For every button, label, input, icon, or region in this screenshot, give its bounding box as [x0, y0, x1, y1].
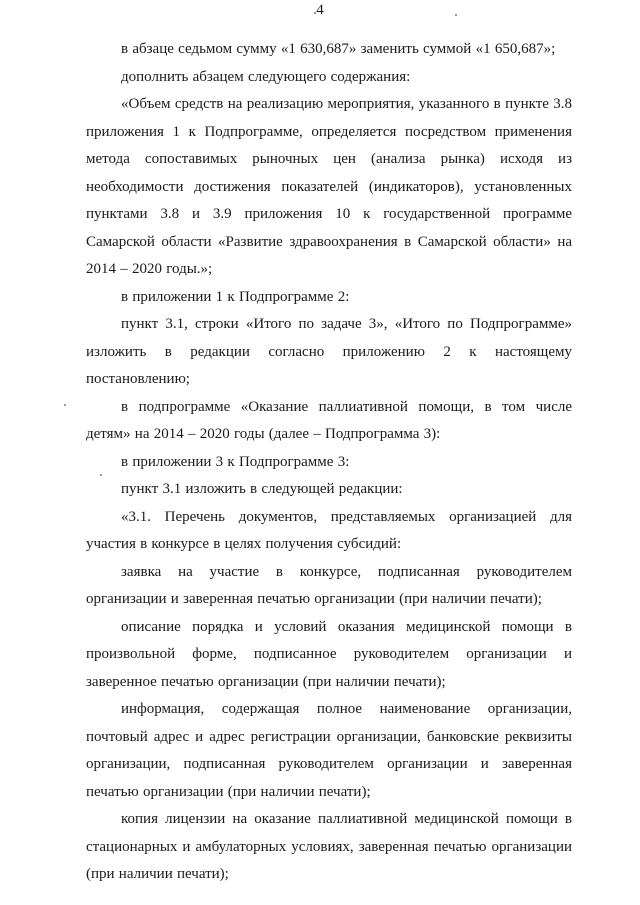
scan-speck — [455, 14, 457, 16]
page-number: 4 — [316, 2, 324, 18]
paragraph-11: описание порядка и условий оказания медицинской помощи в произвольной форме, подписанное руководителем организации и заверенное печатью организации (при наличии печати); — [86, 618, 572, 690]
document-body — [86, 36, 572, 889]
paragraph-9: «3.1. Перечень документов, представляемых организацией для участия в конкурсе в целях получения субсидий: — [86, 508, 572, 552]
paragraph-7: в приложении 3 к Подпрограмме 3: — [121, 453, 350, 470]
paragraph-2: дополнить абзацем следующего содержания: — [121, 68, 411, 85]
paragraph-8: пункт 3.1 изложить в следующей редакции: — [121, 481, 403, 497]
scan-speck — [100, 474, 102, 476]
paragraph-10: заявка на участие в конкурсе, подписанная руководителем организации и заверенная печатью организации (при наличии печати); — [86, 563, 572, 607]
paragraph-5: пункт 3.1, строки «Итого по задаче 3», «Итого по Подпрограмме» изложить в редакции согласно приложению 2 к настоящему постановлению; — [86, 316, 572, 387]
paragraph-12: информация, содержащая полное наименование организации, почтовый адрес и адрес регистрации организации, банковские реквизиты организации, подписанная руководителем организации и заверенная печатью организации (при наличии печати); — [86, 701, 572, 800]
scan-speck — [314, 12, 316, 14]
paragraph-3: «Объем средств на реализацию мероприятия, указанного в пункте 3.8 приложения 1 к Подпрограмме, определяется посредством применения метода сопоставимых рыночных цен (анализа рынка) исходя из необходимости достижения показателей (индикаторов), установленных пунктами 3.8 и 3.9 приложения 10 к государственной программе Самарской области «Развитие здравоохранения в Самарской области» на 2014 – 2020 годы.»; — [86, 96, 572, 277]
scan-speck — [64, 404, 66, 406]
paragraph-4: в приложении 1 к Подпрограмме 2: — [121, 288, 350, 305]
paragraph-6: в подпрограмме «Оказание паллиативной помощи, в том числе детям» на 2014 – 2020 годы (далее – Подпрограмма 3): — [86, 398, 572, 442]
paragraph-1: в абзаце седьмом сумму «1 630,687» заменить суммой «1 650,687»; — [121, 41, 556, 57]
paragraph-13: копия лицензии на оказание паллиативной медицинской помощи в стационарных и амбулаторных условиях, заверенная печатью организации (при наличии печати); — [86, 811, 572, 882]
